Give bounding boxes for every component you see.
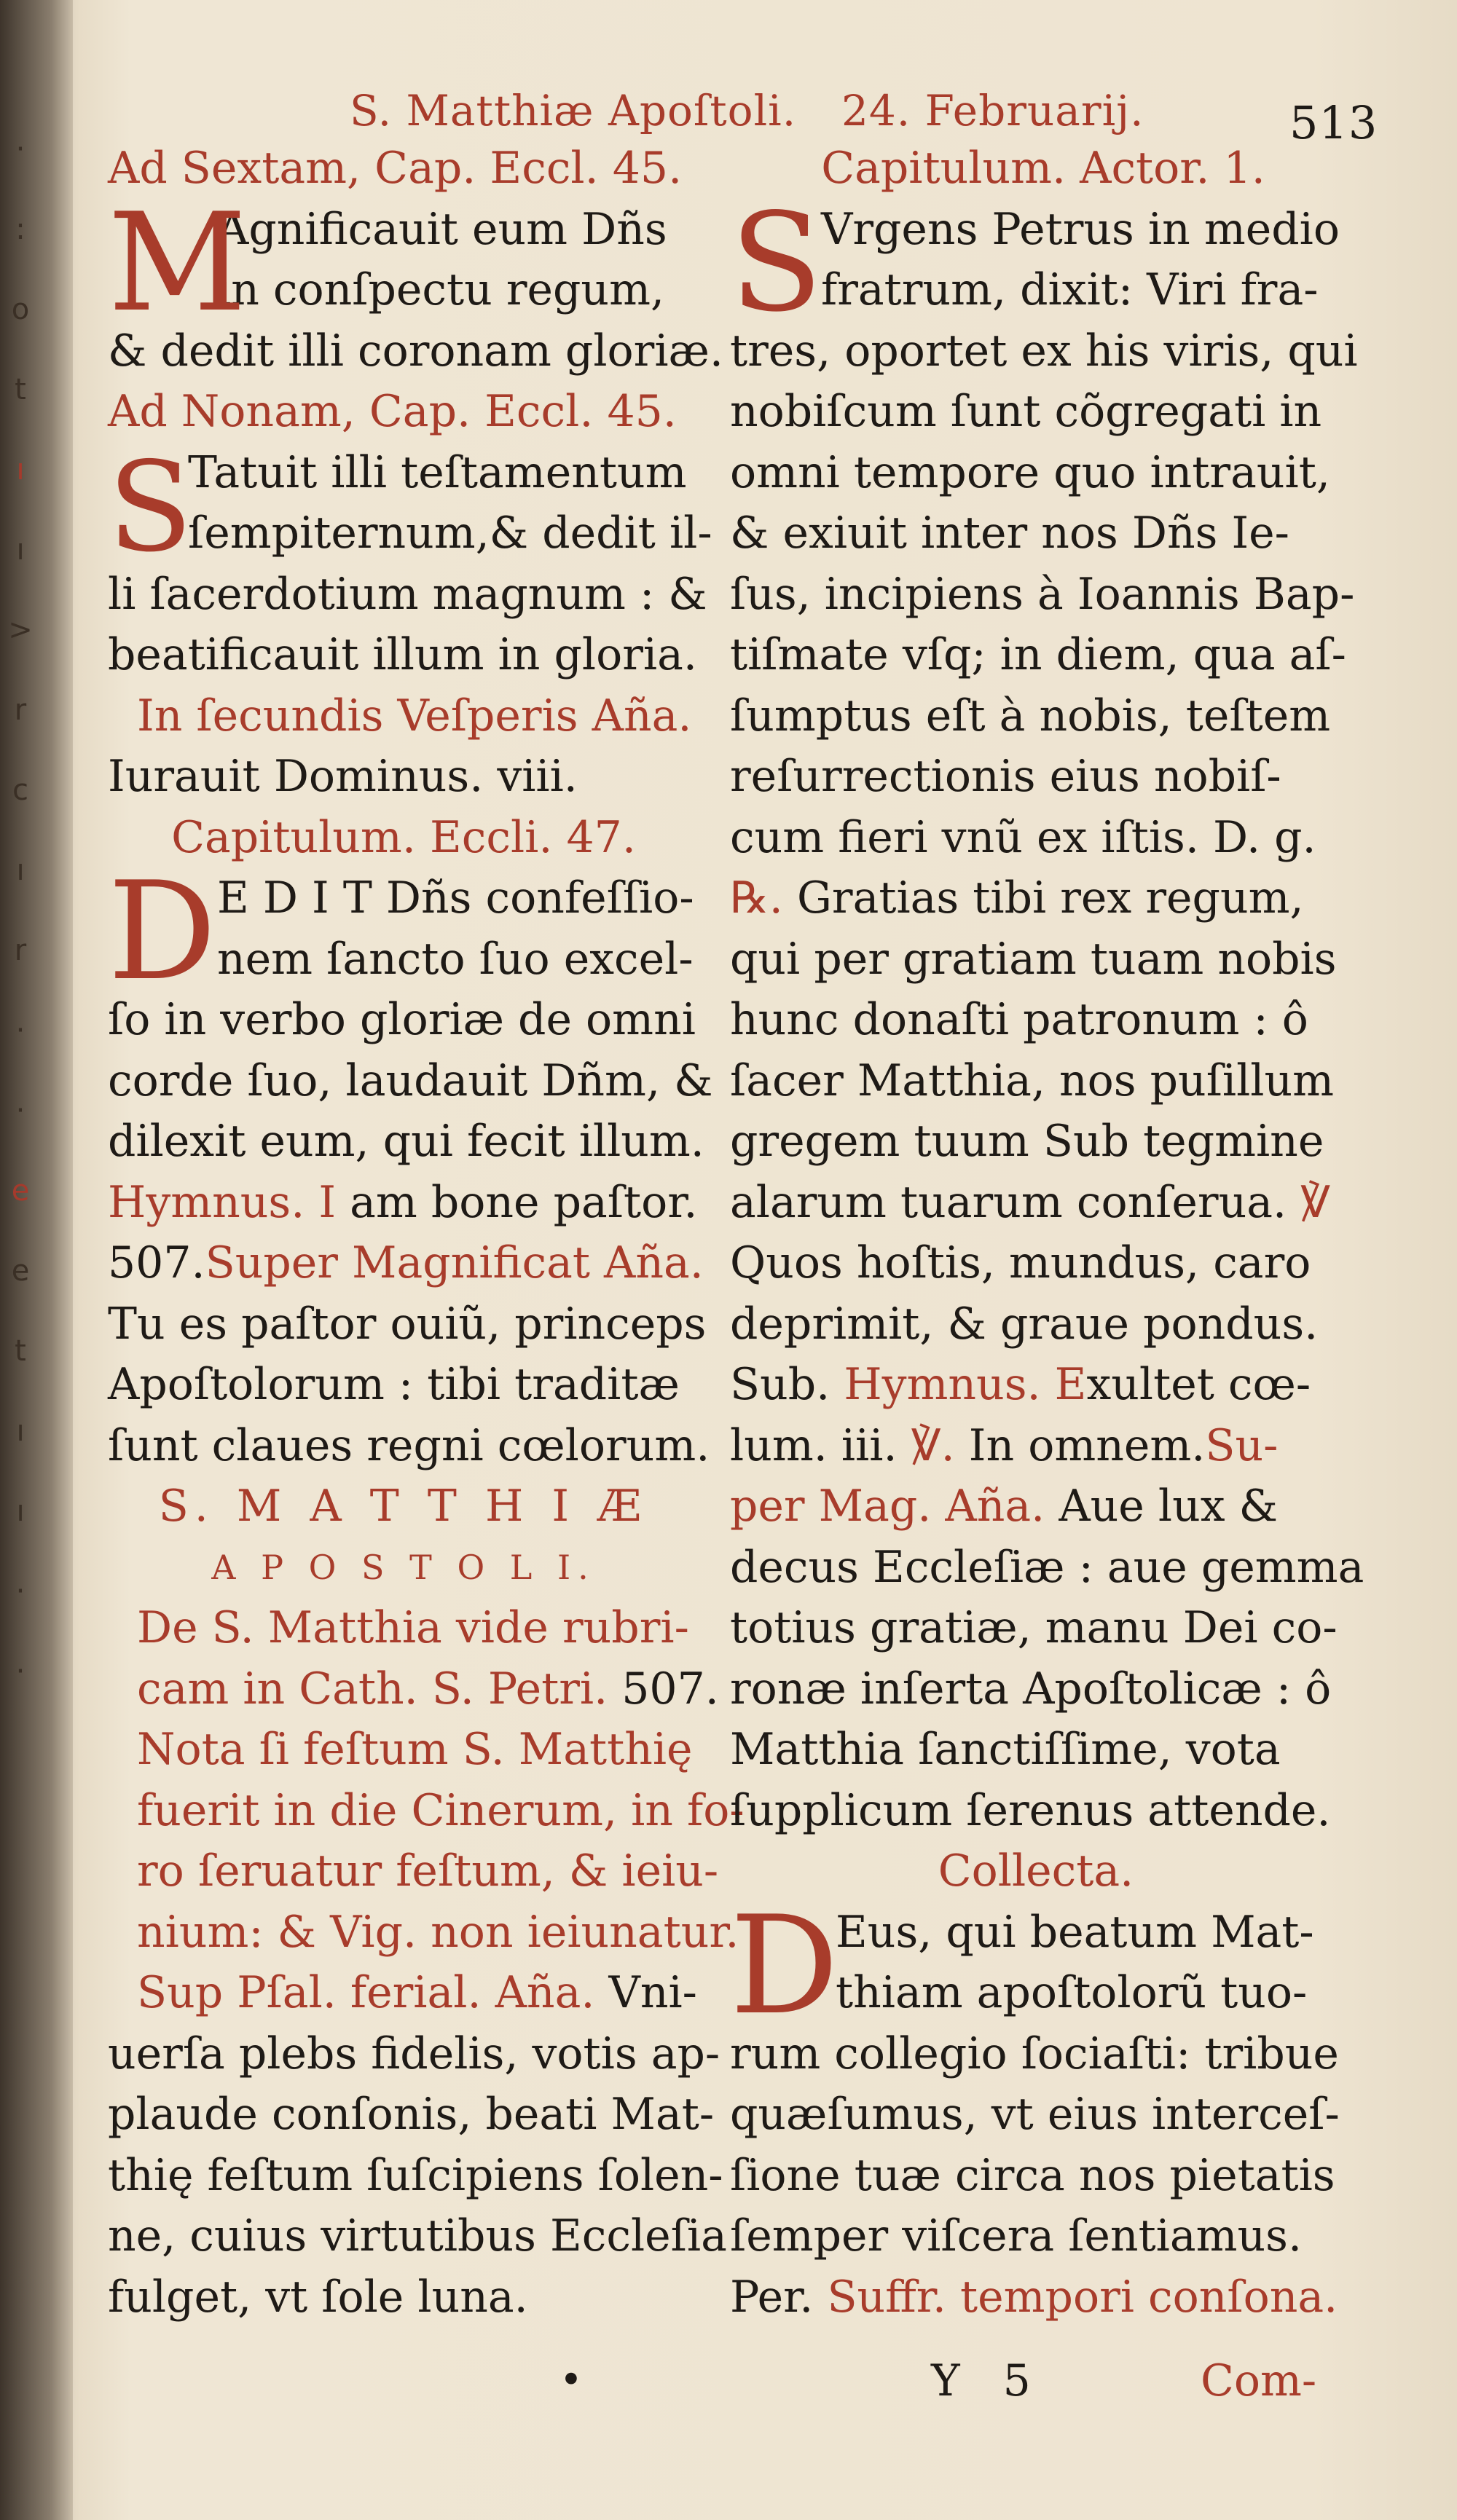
- text-line: reſurrectionis eius nobiſ-: [730, 751, 1281, 802]
- text-line: ſunt claues regni cœlorum.: [108, 1420, 710, 1471]
- text-line: plaude conſonis, beati Mat-: [108, 2089, 715, 2140]
- gutter-mark: ı: [16, 533, 25, 567]
- text-line: nem ſancto ſuo excel-: [217, 933, 694, 985]
- text-line: corde ſuo, laudauit Dñm, &: [108, 1055, 713, 1106]
- capitulum-eccli-heading: Capitulum. Eccli. 47.: [171, 811, 636, 863]
- text-line: ſempiternum,& dedit il-: [188, 508, 712, 559]
- sup-psal-line: [108, 1963, 699, 2024]
- super-rubric: Su-: [1205, 1420, 1279, 1471]
- ornament-dot: •: [559, 2357, 583, 2403]
- statuit-paragraph: [108, 435, 712, 686]
- gutter-mark: ı: [16, 1414, 25, 1448]
- text-line: Eus, qui beatum Mat-: [836, 1906, 1314, 1958]
- text-line: nobiſcum ſunt cõgregati in: [730, 386, 1322, 437]
- drop-cap-s: S: [108, 435, 193, 580]
- header-date: 24. Februarij.: [841, 86, 1144, 135]
- text-line: decus Eccleſiæ : aue gemma: [730, 1541, 1364, 1593]
- text-line: quæſumus, vt eius interceſ-: [730, 2089, 1340, 2140]
- text-line: ſumptus eſt à nobis, teſtem: [730, 690, 1331, 741]
- left-column: [108, 138, 745, 2328]
- text-line: fulget, vt ſole luna.: [108, 2271, 528, 2323]
- rubric-note-line: De S. Matthia vide rubri-: [137, 1602, 689, 1653]
- page-ref: 507.: [108, 1237, 205, 1288]
- page-number: 513: [1289, 96, 1378, 149]
- text-line: ne, cuius virtutibus Eccleſia: [108, 2210, 727, 2261]
- text-line: qui per gratiam tuam nobis: [730, 933, 1337, 985]
- text-line: uerſa plebs fidelis, votis ap-: [108, 2028, 720, 2079]
- text-line: Apoſtolorum : tibi traditæ: [108, 1359, 680, 1410]
- gutter-mark: o: [11, 293, 30, 326]
- exultet-text: xultet cœ-: [1086, 1359, 1311, 1410]
- text-line: gregem tuum Sub tegmine: [730, 1116, 1324, 1167]
- text-line: & dedit illi coronam gloriæ.: [108, 325, 723, 377]
- feast-title: S. M A T T H I Æ: [158, 1481, 649, 1532]
- signature-mark: Y 5: [931, 2355, 1045, 2406]
- text-line: beatificauit illum in gloria.: [108, 629, 697, 680]
- response-symbol: ℞.: [730, 873, 783, 924]
- sup-psal-rubric: Sup Pſal. ferial. Aña.: [137, 1967, 595, 2018]
- page-ref: 507.: [621, 1663, 719, 1714]
- rubric-note-line: [108, 1659, 719, 1720]
- gutter-mark: e: [11, 1254, 30, 1288]
- text-line: ſupplicum ſerenus attende.: [730, 1784, 1331, 1836]
- text-line: Tu es paſtor ouiũ, princeps: [108, 1298, 707, 1350]
- text-line: ſo in verbo gloriæ de omni: [108, 994, 696, 1045]
- drop-cap-d: D: [108, 852, 217, 1010]
- text-line: fratrum, dixit: Viri fra-: [821, 264, 1319, 315]
- super-magnificat-line: [108, 1233, 704, 1294]
- vesperis-heading: In ſecundis Veſperis Aña.: [137, 690, 692, 741]
- text-line: tres, oportet ex his viris, qui: [730, 325, 1358, 377]
- nota-line: ro ſeruatur feſtum, & ieiu-: [137, 1846, 719, 1897]
- aue-text: Aue lux &: [1059, 1481, 1279, 1532]
- ad-nonam-heading: Ad Nonam, Cap. Eccl. 45.: [108, 386, 677, 437]
- gutter-mark: ·: [15, 1655, 25, 1688]
- iurauit-line: Iurauit Dominus. viii.: [108, 751, 578, 802]
- per-line: [730, 2267, 1342, 2328]
- per-text: Per.: [730, 2271, 814, 2323]
- versicle-symbol: ℣.: [911, 1420, 955, 1471]
- text-line: thiam apoſtolorũ tuo-: [836, 1967, 1308, 2018]
- text-line: Quos hoſtis, mundus, caro: [730, 1237, 1311, 1288]
- gutter-mark: >: [8, 613, 33, 647]
- lum-text: lum. iii.: [730, 1420, 898, 1471]
- text-line: Tatuit illi teſtamentum: [188, 446, 687, 498]
- binding-gutter: [0, 0, 73, 2520]
- nota-line: fuerit in die Cinerum, in fo-: [137, 1784, 745, 1836]
- text-line: dilexit eum, qui fecit illum.: [108, 1116, 704, 1167]
- gutter-mark: ı: [16, 854, 25, 887]
- catchword: Com-: [1201, 2355, 1317, 2406]
- gutter-mark: ·: [15, 1575, 25, 1608]
- text-line: Vrgens Petrus in medio: [821, 203, 1340, 255]
- gutter-mark: r: [14, 934, 27, 967]
- per-mag-line: [730, 1476, 1342, 1537]
- sub-hymnus-line: [730, 1355, 1342, 1416]
- text-line: E D I T Dñs confeſſio-: [217, 873, 694, 924]
- hymnus-rubric: Hymnus. E: [844, 1359, 1087, 1410]
- text-line: cum fieri vnũ ex iſtis. D. g.: [730, 811, 1316, 863]
- deus-paragraph: [730, 1886, 1342, 2044]
- text-line: & exiuit inter nos Dñs Ie-: [730, 508, 1289, 559]
- gutter-mark: c: [12, 773, 28, 807]
- capitulum-actor-heading: Capitulum. Actor. 1.: [821, 143, 1265, 194]
- gutter-mark: ·: [15, 1094, 25, 1127]
- dedit-paragraph: [108, 852, 713, 1173]
- page-footer: [108, 2348, 1361, 2414]
- text-line: Agnificauit eum Dñs: [217, 203, 667, 255]
- sub-text: Sub.: [730, 1359, 830, 1410]
- drop-cap-d: D: [730, 1886, 839, 2044]
- text-line: in conſpectu regum,: [217, 264, 665, 315]
- gutter-mark: ı: [16, 1495, 25, 1528]
- nota-line: Nota ſi feſtum S. Matthię: [137, 1724, 693, 1775]
- surgens-paragraph: [730, 183, 1342, 342]
- text-line: rum collegio ſociaſti: tribue: [730, 2028, 1339, 2079]
- text-line: thię feſtum ſuſcipiens ſolen-: [108, 2149, 723, 2201]
- right-column: [730, 138, 1364, 2328]
- gutter-mark: e: [11, 1174, 30, 1208]
- drop-cap-m: M: [108, 183, 247, 342]
- feast-subtitle: A P O S T O L I.: [211, 1547, 596, 1587]
- hymnus-text: am bone paſtor.: [350, 1176, 698, 1228]
- hymnus-rubric: Hymnus. I: [108, 1176, 337, 1228]
- text-line: deprimit, & graue pondus.: [730, 1298, 1319, 1350]
- text-line: hunc donaſti patronum : ô: [730, 994, 1308, 1045]
- gutter-mark: t: [15, 1334, 26, 1368]
- suffr-rubric: Suffr. tempori conſona.: [827, 2271, 1338, 2323]
- text-line: ſemper viſcera ſentiamus.: [730, 2210, 1303, 2261]
- text-line: ſione tuæ circa nos pietatis: [730, 2149, 1335, 2201]
- text-line: ronæ inſerta Apoſtolicæ : ô: [730, 1663, 1332, 1714]
- hymnus-line: [108, 1173, 699, 1234]
- text-line: Matthia ſanctiſſime, vota: [730, 1724, 1281, 1775]
- gratias-line: [730, 868, 1342, 929]
- text-line: li ſacerdotium magnum : &: [108, 568, 707, 620]
- magnificauit-paragraph: [108, 183, 723, 382]
- running-header: [321, 79, 1413, 149]
- text-line: totius gratiæ, manu Dei co-: [730, 1602, 1338, 1653]
- super-magnificat-rubric: Super Magnificat Aña.: [205, 1237, 704, 1288]
- text-line: ſus, incipiens à Ioannis Bap-: [730, 568, 1355, 620]
- text-line: omni tempore quo intrauit,: [730, 446, 1330, 498]
- gutter-mark: ·: [15, 1014, 25, 1047]
- ad-sextam-heading: Ad Sextam, Cap. Eccl. 45.: [108, 143, 683, 194]
- text-line: tiſmate vſq; in diem, qua aſ-: [730, 629, 1346, 680]
- per-mag-rubric: per Mag. Aña.: [730, 1481, 1045, 1532]
- rubric-note-text: cam in Cath. S. Petri.: [137, 1663, 608, 1714]
- header-title: S. Matthiæ Apoſtoli.: [350, 86, 797, 135]
- alarum-text: alarum tuarum conſerua.: [730, 1176, 1287, 1228]
- gutter-mark: :: [15, 213, 25, 246]
- in-omnem-text: In omnem.: [968, 1420, 1206, 1471]
- drop-cap-s: S: [730, 183, 823, 342]
- nota-line: nium: & Vig. non ieiunatur.: [137, 1906, 739, 1958]
- gutter-marks: [6, 109, 35, 1712]
- gutter-mark: t: [15, 373, 26, 406]
- gutter-mark: r: [14, 693, 27, 727]
- gutter-mark: ·: [15, 133, 25, 166]
- alarum-line: [730, 1173, 1342, 1234]
- sup-psal-text: Vni-: [608, 1967, 697, 2018]
- lum-line: [730, 1416, 1342, 1477]
- text-line: ſacer Matthia, nos puſillum: [730, 1055, 1335, 1106]
- collecta-heading: Collecta.: [938, 1846, 1134, 1897]
- gutter-mark: ı: [16, 453, 25, 487]
- versicle-symbol: ℣: [1300, 1176, 1331, 1228]
- gratias-text: Gratias tibi rex regum,: [796, 873, 1304, 924]
